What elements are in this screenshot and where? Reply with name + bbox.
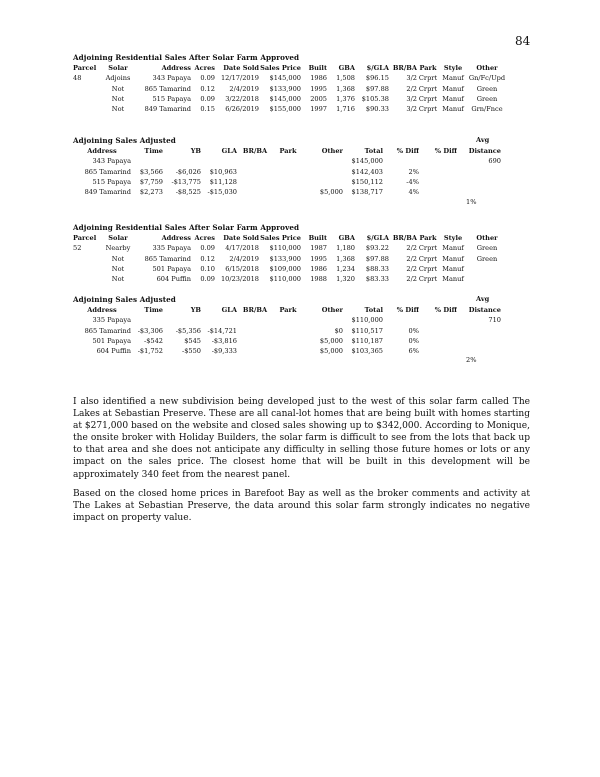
table-cell: $5,000 <box>319 336 343 345</box>
column-header: Time <box>144 306 163 314</box>
column-header: Total <box>364 306 383 314</box>
sales-row <box>73 274 507 284</box>
table-cell: -4% <box>406 177 419 186</box>
table-cell: -$1,752 <box>137 347 163 356</box>
sales-table-2 <box>73 233 507 284</box>
table-cell: Green <box>476 84 498 93</box>
table-cell <box>383 156 419 166</box>
table-cell: 1,368 <box>336 254 355 263</box>
table-cell: 0% <box>408 326 419 335</box>
column-header: Solar <box>108 234 128 242</box>
table-cell: 515 Papaya <box>152 94 191 103</box>
table-cell: Crprt <box>418 244 438 253</box>
table-cell: $2,273 <box>139 188 163 197</box>
column-header: Park <box>419 234 437 242</box>
table-cell <box>273 315 303 325</box>
table-cell: 6/26/2019 <box>225 105 259 114</box>
table-cell: 2/2 <box>406 244 417 253</box>
table-cell: Not <box>111 94 125 103</box>
table-cell <box>237 326 273 336</box>
adjusted-row <box>73 315 501 325</box>
table-cell: Crprt <box>418 94 438 103</box>
table-cell: $150,112 <box>351 177 383 186</box>
table-cell: 3/22/2018 <box>225 94 259 103</box>
column-header: GLA <box>221 306 237 314</box>
table-cell: 865 Tamarind <box>144 84 191 93</box>
table-cell <box>73 104 101 114</box>
section2-avg-value: 1% <box>466 198 477 206</box>
column-header: Other <box>476 64 498 72</box>
table-cell: $133,900 <box>269 84 301 93</box>
table-cell: 1987 <box>310 244 327 253</box>
table-cell: -$3,306 <box>137 326 163 335</box>
adjusted-row <box>73 346 501 356</box>
table-cell: Green <box>476 254 498 263</box>
sales-row <box>73 264 507 274</box>
column-header: Solar <box>108 64 128 72</box>
sales-row <box>73 73 507 83</box>
table-cell: Manuf <box>442 264 464 273</box>
table-cell: 2/2 <box>406 275 417 284</box>
table-cell: 335 Papaya <box>152 244 191 253</box>
table-cell: $93.22 <box>365 244 389 253</box>
table-cell: 0.09 <box>200 74 215 83</box>
column-header: YB <box>190 147 201 155</box>
adjusted-table-1 <box>73 146 501 197</box>
table-cell: 1997 <box>310 105 327 114</box>
sales-row <box>73 243 507 253</box>
table-cell: $90.33 <box>365 105 389 114</box>
table-cell <box>237 167 273 177</box>
table-cell <box>273 336 303 346</box>
table-cell: 1988 <box>310 275 327 284</box>
table-cell: $5,000 <box>319 347 343 356</box>
table-header-row <box>73 146 501 156</box>
table-cell: 1,368 <box>336 84 355 93</box>
table-cell: 343 Papaya <box>92 157 131 166</box>
table-cell: 10/23/2018 <box>220 275 259 284</box>
table-cell: 4/17/2018 <box>225 244 259 253</box>
table-cell: $138,717 <box>351 188 383 197</box>
table-cell: 2/4/2019 <box>229 254 259 263</box>
column-header: Park <box>279 147 297 155</box>
table-cell <box>303 156 343 166</box>
table-cell: 6% <box>408 347 419 356</box>
column-header: Address <box>161 234 191 242</box>
table-cell: -$14,721 <box>207 326 237 335</box>
column-header: Park <box>279 306 297 314</box>
table-cell: 3/2 <box>406 105 417 114</box>
table-cell <box>73 264 101 274</box>
table-cell: 2/4/2019 <box>229 84 259 93</box>
table-cell: $11,128 <box>209 177 237 186</box>
table-cell: -$8,525 <box>175 188 201 197</box>
column-header: BR/BA <box>392 64 417 72</box>
table-cell: $110,000 <box>351 316 383 325</box>
column-header: $/GLA <box>366 64 389 72</box>
table-cell <box>303 177 343 187</box>
adjusted-row <box>73 326 501 336</box>
table-cell: Grn/Fnce <box>471 105 503 114</box>
column-header: Other <box>321 306 343 314</box>
table-cell: Crprt <box>418 84 438 93</box>
column-header: Style <box>443 64 463 72</box>
table-cell: 0.09 <box>200 244 215 253</box>
section4-avg-value: 2% <box>466 356 477 364</box>
adjusted-row <box>73 177 501 187</box>
column-header: Park <box>419 64 437 72</box>
table-cell <box>419 315 457 325</box>
table-header-row <box>73 63 507 73</box>
table-cell: -$5,356 <box>175 326 201 335</box>
table-cell: 3/2 <box>406 74 417 83</box>
column-header: Acres <box>194 234 215 242</box>
table-cell <box>457 167 501 177</box>
column-header: Address <box>161 64 191 72</box>
table-cell: 1,180 <box>336 244 355 253</box>
table-cell <box>467 274 507 284</box>
table-cell: -$15,030 <box>207 188 237 197</box>
table-cell: 2/2 <box>406 264 417 273</box>
table-cell: 0.12 <box>200 254 215 263</box>
table-cell <box>273 156 303 166</box>
table-header-row <box>73 305 501 315</box>
table-cell <box>237 315 273 325</box>
table-cell: 1,716 <box>336 105 355 114</box>
column-header: Time <box>144 147 163 155</box>
table-cell: $142,403 <box>351 167 383 176</box>
column-header: % Diff <box>434 306 457 314</box>
table-cell <box>237 336 273 346</box>
table-cell: $110,000 <box>269 244 301 253</box>
column-header: Address <box>87 306 117 314</box>
table-cell: 12/17/2019 <box>220 74 259 83</box>
column-header: GLA <box>221 147 237 155</box>
table-cell: 0.09 <box>200 275 215 284</box>
table-cell <box>419 187 457 197</box>
column-header: Built <box>308 234 327 242</box>
table-cell <box>163 315 201 325</box>
column-header: BR/BA <box>242 306 268 314</box>
table-cell <box>237 156 273 166</box>
table-cell: -$550 <box>181 347 201 356</box>
table-cell <box>419 167 457 177</box>
table-cell: 2/2 <box>406 84 417 93</box>
table-cell <box>273 177 303 187</box>
table-cell: -$13,775 <box>171 177 201 186</box>
table-cell: Manuf <box>442 94 464 103</box>
table-cell: 2/2 <box>406 254 417 263</box>
column-header: Parcel <box>73 64 97 72</box>
table-cell: 335 Papaya <box>92 316 131 325</box>
table-cell <box>419 156 457 166</box>
table-cell <box>163 156 201 166</box>
table-cell: 501 Papaya <box>92 336 131 345</box>
table-cell: $97.88 <box>365 84 389 93</box>
table-cell <box>457 346 501 356</box>
table-cell <box>237 177 273 187</box>
table-cell: $10,963 <box>209 167 237 176</box>
table-cell <box>273 167 303 177</box>
column-header: Date Sold <box>223 234 259 242</box>
table-cell: 48 <box>73 74 82 83</box>
table-cell: $155,000 <box>269 105 301 114</box>
page-number: 84 <box>515 34 531 48</box>
column-header: GBA <box>338 64 355 72</box>
table-cell: $109,000 <box>269 264 301 273</box>
table-cell: Crprt <box>418 264 438 273</box>
table-cell: -$3,816 <box>211 336 237 345</box>
column-header: Other <box>476 234 498 242</box>
table-cell <box>201 156 237 166</box>
section4-avg-label: Avg <box>476 295 490 303</box>
table-cell: Crprt <box>418 74 438 83</box>
table-cell: -$9,333 <box>211 347 237 356</box>
table-cell: 849 Tamarind <box>144 105 191 114</box>
section2-avg-label: Avg <box>476 136 490 144</box>
column-header: Distance <box>468 306 501 314</box>
column-header: Sales Price <box>260 234 301 242</box>
table-cell: Manuf <box>442 254 464 263</box>
table-cell: 1995 <box>310 84 327 93</box>
table-cell: $110,000 <box>269 275 301 284</box>
sales-row <box>73 84 507 94</box>
column-header: Sales Price <box>260 64 301 72</box>
table-cell: Nearby <box>105 244 131 253</box>
table-cell <box>131 315 163 325</box>
table-cell: 1,234 <box>336 264 355 273</box>
column-header: Address <box>87 147 117 155</box>
table-cell: $105.38 <box>361 94 389 103</box>
column-header: BR/BA <box>242 147 268 155</box>
table-cell: $145,000 <box>269 74 301 83</box>
table-cell: 1,320 <box>336 275 355 284</box>
table-cell <box>131 156 163 166</box>
table-cell <box>457 177 501 187</box>
table-cell: 0.09 <box>200 94 215 103</box>
column-header: Date Sold <box>223 64 259 72</box>
column-header: Style <box>443 234 463 242</box>
table-cell: 1995 <box>310 254 327 263</box>
table-cell: Manuf <box>442 275 464 284</box>
table-cell: Not <box>111 254 125 263</box>
table-cell: 0.12 <box>200 84 215 93</box>
table-header-row <box>73 233 507 243</box>
column-header: % Diff <box>434 147 457 155</box>
table-cell: $145,000 <box>351 157 383 166</box>
table-cell: Not <box>111 275 125 284</box>
table-cell: 2005 <box>310 94 327 103</box>
body-paragraph-2: Based on the closed home prices in Barefoot Bay as well as the broker comments and activity at The Lakes at Sebastian Preserve, the data around this solar farm strongly indicates no negative impact on property value. <box>73 489 530 524</box>
table-cell <box>303 315 343 325</box>
table-cell: 865 Tamarind <box>84 167 131 176</box>
sales-row <box>73 94 507 104</box>
table-cell <box>419 336 457 346</box>
column-header: Total <box>364 147 383 155</box>
column-header: Acres <box>194 64 215 72</box>
table-cell: 52 <box>73 244 82 253</box>
table-cell: 1986 <box>310 264 327 273</box>
table-cell: Crprt <box>418 105 438 114</box>
column-header: % Diff <box>396 147 419 155</box>
table-cell <box>73 94 101 104</box>
table-cell: $5,000 <box>319 188 343 197</box>
adjusted-row <box>73 187 501 197</box>
table-cell: Manuf <box>442 74 464 83</box>
table-cell: $110,517 <box>351 326 383 335</box>
table-cell: 849 Tamarind <box>84 188 131 197</box>
table-cell: 604 Puffin <box>156 275 191 284</box>
table-cell: Green <box>476 94 498 103</box>
table-cell: 865 Tamarind <box>84 326 131 335</box>
table-cell: -$542 <box>143 336 163 345</box>
column-header: Parcel <box>73 234 97 242</box>
body-paragraph-1: I also identified a new subdivision being developed just to the west of this solar farm called The Lakes at Sebastian Preserve. These are all canal-lot homes that are being built with homes starting at $271,000 based on the website and closed sales showing up to $342,000. According to Monique, the onsite broker with Holiday Builders, the solar farm is difficult to see from the lots that back up to that area and she does not anticipate any difficulty in selling those future homes or lots or any impact on the sales price. The closest home that will be built in this development will be approximately 340 feet from the nearest panel. <box>73 397 530 480</box>
table-cell <box>273 346 303 356</box>
table-cell: 0.10 <box>200 264 215 273</box>
adjusted-row <box>73 167 501 177</box>
table-cell: Manuf <box>442 105 464 114</box>
table-cell: 501 Papaya <box>152 264 191 273</box>
table-cell <box>383 315 419 325</box>
table-cell <box>237 187 273 197</box>
table-cell <box>73 274 101 284</box>
table-cell: Not <box>111 264 125 273</box>
column-header: GBA <box>338 234 355 242</box>
column-header: $/GLA <box>366 234 389 242</box>
column-header: Other <box>321 147 343 155</box>
column-header: Built <box>308 64 327 72</box>
table-cell: Adjoins <box>105 74 131 83</box>
table-cell: $96.15 <box>365 74 389 83</box>
section2-title: Adjoining Sales Adjusted <box>73 136 176 145</box>
table-cell <box>457 336 501 346</box>
table-cell <box>237 346 273 356</box>
table-cell: Manuf <box>442 84 464 93</box>
table-cell: 710 <box>488 316 501 325</box>
table-cell: 0% <box>408 336 419 345</box>
section1-title: Adjoining Residential Sales After Solar Farm Approved <box>73 53 300 62</box>
table-cell: Gn/Fc/Upd <box>468 74 506 83</box>
table-cell: $133,900 <box>269 254 301 263</box>
table-cell: 690 <box>488 157 501 166</box>
sales-row <box>73 254 507 264</box>
column-header: BR/BA <box>392 234 417 242</box>
table-cell: $110,187 <box>351 336 383 345</box>
table-cell: $0 <box>334 326 343 335</box>
table-cell: 1986 <box>310 74 327 83</box>
table-cell: 0.15 <box>200 105 215 114</box>
table-cell: Crprt <box>418 275 438 284</box>
table-cell: Not <box>111 105 125 114</box>
sales-row <box>73 104 507 114</box>
table-cell: $103,365 <box>351 347 383 356</box>
table-cell: 1,508 <box>336 74 355 83</box>
adjusted-table-2 <box>73 305 501 356</box>
table-cell <box>303 167 343 177</box>
section3-title: Adjoining Residential Sales After Solar Farm Approved <box>73 223 300 232</box>
table-cell <box>273 187 303 197</box>
table-cell <box>457 187 501 197</box>
column-header: % Diff <box>396 306 419 314</box>
table-cell: 6/15/2018 <box>225 264 259 273</box>
section4-title: Adjoining Sales Adjusted <box>73 295 176 304</box>
table-cell <box>457 326 501 336</box>
table-cell <box>201 315 237 325</box>
table-cell <box>273 326 303 336</box>
table-cell <box>419 326 457 336</box>
table-cell: Crprt <box>418 254 438 263</box>
adjusted-row <box>73 156 501 166</box>
table-cell: 3/2 <box>406 94 417 103</box>
table-cell <box>467 264 507 274</box>
column-header: Distance <box>468 147 501 155</box>
table-cell: $83.33 <box>365 275 389 284</box>
table-cell: $3,566 <box>139 167 163 176</box>
table-cell: 515 Papaya <box>92 177 131 186</box>
table-cell: -$6,026 <box>175 167 201 176</box>
table-cell: 604 Puffin <box>96 347 131 356</box>
table-cell <box>73 254 101 264</box>
table-cell: $88.33 <box>365 264 389 273</box>
table-cell <box>419 177 457 187</box>
table-cell: Manuf <box>442 244 464 253</box>
table-cell <box>73 84 101 94</box>
sales-table-1 <box>73 63 507 114</box>
table-cell: 4% <box>408 188 419 197</box>
table-cell: $97.88 <box>365 254 389 263</box>
adjusted-row <box>73 336 501 346</box>
table-cell: 1,376 <box>336 94 355 103</box>
table-cell: 2% <box>408 167 419 176</box>
table-cell: Green <box>476 244 498 253</box>
table-cell <box>419 346 457 356</box>
table-cell: 343 Papaya <box>152 74 191 83</box>
table-cell: $545 <box>184 336 201 345</box>
table-cell: 865 Tamarind <box>144 254 191 263</box>
table-cell: $145,000 <box>269 94 301 103</box>
column-header: YB <box>190 306 201 314</box>
table-cell: $7,759 <box>139 177 163 186</box>
table-cell: Not <box>111 84 125 93</box>
